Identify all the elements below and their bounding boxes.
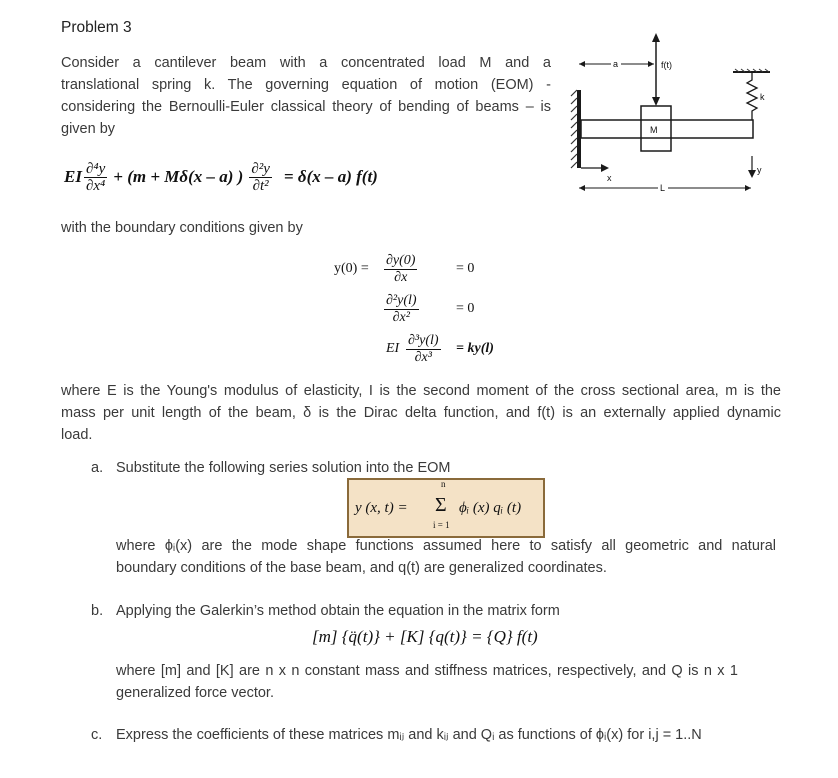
eom-rhs: = δ(x – a) f(t) [283, 167, 378, 186]
beam-body [581, 120, 753, 138]
eom-mass-term: + (m + Mδ(x – a) ) [113, 167, 244, 186]
bc-row1-denominator: ∂x [394, 270, 408, 285]
part-c-text: Express the coefficients of these matrices mᵢⱼ and kᵢⱼ and Qᵢ as functions of ϕᵢ(x) for i,j = 1..N [116, 727, 702, 743]
eom-d2y-numerator: ∂²y [251, 160, 270, 177]
bc-row1-numerator: ∂y(0) [386, 253, 416, 268]
bc-row1-rhs: = 0 [456, 261, 475, 276]
force-label: f(t) [661, 60, 672, 70]
sum-lower-limit: i = 1 [433, 520, 450, 530]
bc-row3-denominator: ∂x³ [414, 350, 432, 365]
part-a-note-line: where ϕᵢ(x) are the mode shape functions assumed here to satisfy all geometric and natural [116, 538, 776, 554]
intro-line: translational spring k. The governing equation of motion (EOM) - [61, 77, 551, 93]
part-b-note-line: where [m] and [K] are n x n constant mass and stiffness matrices, respectively, and Q is n x 1 [116, 663, 738, 679]
x-axis-label: x [607, 173, 612, 183]
eom-d2y-denominator: ∂t² [252, 177, 269, 194]
bc-row2-numerator: ∂²y(l) [386, 293, 417, 308]
intro-line: considering the Bernoulli-Euler classical theory of bending of beams – is [61, 99, 551, 115]
spring-label: k [760, 92, 765, 102]
part-c-label: c. [91, 727, 103, 743]
series-rhs: ϕᵢ (x) qᵢ (t) [459, 500, 522, 516]
matrix-equation: [m] {q̈(t)} + [K] {q(t)} = {Q} f(t) [312, 627, 538, 646]
where-paragraph [61, 380, 781, 446]
series-lhs: y (x, t) = [355, 500, 408, 516]
intro-line: Consider a cantilever beam with a concentrated load M and a [61, 55, 551, 71]
eom-d2y-fraction [249, 161, 272, 194]
part-a-text: Substitute the following series solution into the EOM [116, 460, 451, 476]
intro-paragraph [61, 52, 551, 140]
y-axis-label: y [757, 165, 762, 175]
bc-row2-fraction [384, 293, 419, 326]
part-b-label: b. [91, 603, 104, 619]
bc-intro: with the boundary conditions given by [61, 220, 303, 236]
sum-upper-limit: n [441, 479, 446, 489]
series-solution-box [347, 478, 545, 538]
part-b-note [116, 660, 738, 704]
where-line: where E is the Young's modulus of elasticity, I is the second moment of the cross sectional area, m is the [61, 383, 781, 399]
bc-row1-lhs: y(0) = [334, 261, 369, 276]
cantilever-beam-figure [565, 28, 835, 203]
part-b-note-line: generalized force vector. [116, 685, 274, 701]
where-line: mass per unit length of the beam, δ is the Dirac delta function, and f(t) is an externally applied dynamic [61, 405, 781, 421]
bc-row3-ei: EI [386, 341, 400, 356]
part-a-note [116, 535, 776, 579]
mass-label: M [650, 125, 658, 135]
bc-row3-rhs: = ky(l) [456, 341, 494, 356]
eom-d4y-numerator: ∂⁴y [85, 160, 106, 177]
part-b-text: Applying the Galerkin’s method obtain the equation in the matrix form [116, 603, 560, 619]
where-line: load. [61, 427, 93, 443]
spring [747, 72, 757, 120]
length-label: L [660, 183, 666, 193]
sum-symbol: Σ [435, 494, 447, 516]
bc-row3-fraction [406, 333, 441, 366]
a-label: a [613, 59, 619, 69]
bc-row1-fraction [384, 253, 417, 286]
eom-d4y-fraction [84, 161, 107, 194]
eom-d4y-denominator: ∂x⁴ [85, 177, 106, 194]
wall-hatch [571, 90, 577, 168]
problem-title: Problem 3 [61, 19, 132, 36]
part-a-note-line: boundary conditions of the base beam, and q(t) are generalized coordinates. [116, 560, 607, 576]
bc-row2-denominator: ∂x² [392, 310, 410, 325]
bc-row3-numerator: ∂³y(l) [408, 333, 439, 348]
part-a-label: a. [91, 460, 104, 476]
boundary-conditions [334, 253, 514, 365]
eom-ei: EI [64, 167, 82, 186]
equation-of-motion [64, 155, 378, 199]
bc-row2-rhs: = 0 [456, 301, 475, 316]
intro-line: given by [61, 121, 116, 137]
